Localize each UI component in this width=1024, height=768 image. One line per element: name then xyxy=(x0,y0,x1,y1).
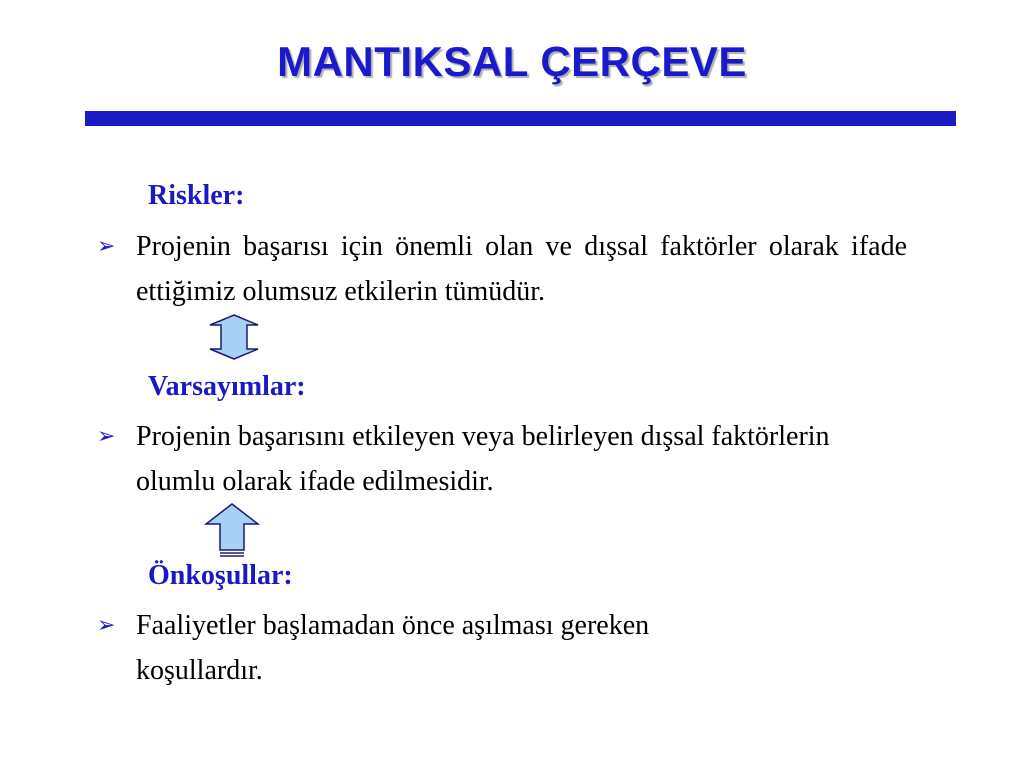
bullet-varsayimlar xyxy=(97,414,907,504)
title-divider xyxy=(85,111,956,126)
heading-riskler: Riskler: xyxy=(148,180,245,211)
bullet-arrow-icon: ➢ xyxy=(97,424,116,449)
bullet-arrow-icon: ➢ xyxy=(97,234,116,259)
bullet-text: Projenin başarısını etkileyen veya belirleyen dışsal faktörlerin olumlu olarak ifade edilmesidir. xyxy=(136,421,830,497)
heading-onkosullar: Önkoşullar: xyxy=(148,560,293,591)
bullet-text: Projenin başarısı için önemli olan ve dışsal faktörler olarak ifade ettiğimiz olumsuz etkilerin tümüdür. xyxy=(136,231,907,307)
up-arrow-icon xyxy=(204,502,260,558)
bullet-riskler xyxy=(97,224,907,314)
bullet-text: Faaliyetler başlamadan önce aşılması gereken koşullardır. xyxy=(136,610,650,686)
bullet-onkosullar xyxy=(97,603,907,693)
slide-title: MANTIKSAL ÇERÇEVE xyxy=(277,38,747,85)
heading-varsayimlar: Varsayımlar: xyxy=(148,371,306,402)
bullet-arrow-icon: ➢ xyxy=(97,613,116,638)
double-vertical-arrow-icon xyxy=(207,313,261,361)
